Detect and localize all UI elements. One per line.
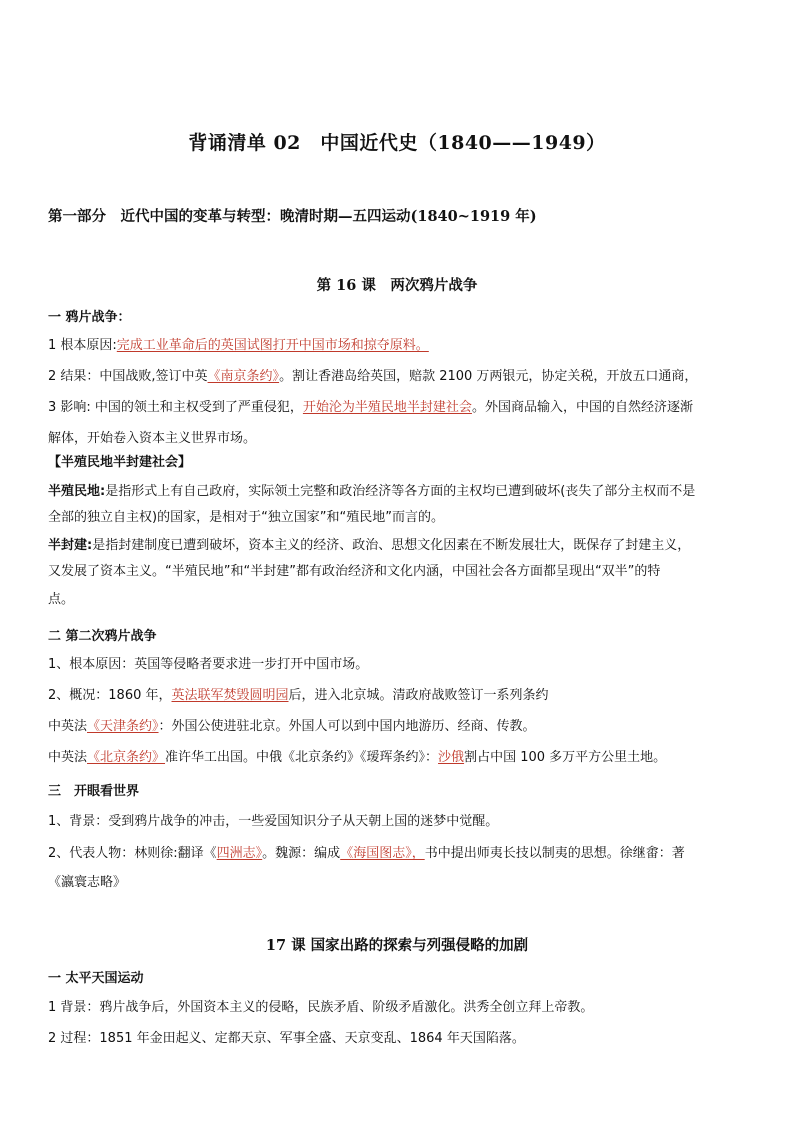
semi-feudal-line-1 [48, 537, 754, 554]
taiping-process: 2 过程：1851 年金田起义、定都天京、军事全盛、天京变乱、1864 年天国陷落。 [48, 1031, 525, 1046]
overview-text: 2、概况：1860 年， [48, 688, 172, 703]
impact-line-2: 解体，开始卷入资本主义世界市场。 [48, 431, 257, 446]
tsarist-russia-highlight: 沙俄 [438, 750, 465, 765]
impact-text-post: 。外国商品输入，中国的自然经济逐渐 [471, 400, 693, 415]
beijing-treaty-highlight: 《北京条约》 [87, 750, 166, 765]
section-opium-war: 一 鸦片战争： [48, 310, 131, 325]
semi-colonial-highlight: 开始沦为半殖民地半封建社会 [302, 400, 472, 415]
tianjin-treaty-line [48, 718, 754, 735]
semi-feudal-line-2: 又发展了资本主义。“半殖民地”和“半封建”都有政治经济和文化内涵，中国社会各方面都呈现出“双半”的特 [48, 564, 661, 579]
representatives-post: 书中提出师夷长技以制夷的思想。徐继畬：著 [424, 846, 685, 861]
concept-box-title: 【半殖民地半封建社会】 [48, 455, 192, 470]
semi-colonial-label: 半殖民地: [48, 484, 106, 499]
representatives-mid: 。魏源：编成 [262, 846, 341, 861]
representatives-line-2: 《瀛寰志略》 [48, 875, 127, 890]
tianjin-text: 中英法 [48, 719, 88, 734]
haiguotuzhi-highlight: 《海国图志》， [340, 846, 425, 861]
result-text: 2 结果：中国战败,签订中英 [48, 369, 208, 384]
second-war-overview [48, 687, 754, 704]
part-heading: 第一部分 近代中国的变革与转型：晚清时期—五四运动(1840~1919 年) [48, 208, 537, 225]
overview-text-post: 后，进入北京城。清政府战败签订一系列条约 [288, 688, 549, 703]
representatives-line [48, 845, 754, 862]
representatives-text: 2、代表人物：林则徐:翻译《 [48, 846, 217, 861]
lesson-16-title: 第 16 课 两次鸦片战争 [316, 277, 478, 294]
impact-line [48, 399, 754, 416]
root-cause-label: 1 根本原因: [48, 338, 117, 353]
beijing-text-post: 割占中国 100 多万平方公里土地。 [464, 750, 667, 765]
beijing-text: 中英法 [48, 750, 88, 765]
section-second-opium-war: 二 第二次鸦片战争 [48, 629, 157, 644]
sizhouzhi-highlight: 四洲志》 [216, 846, 263, 861]
lesson-17-title: 17 课 国家出路的探索与列强侵略的加剧 [265, 937, 529, 954]
semi-feudal-text: 是指封建制度已遭到破坏，资本主义的经济、政治、思想文化因素在不断发展壮大，既保存了封建主义， [92, 538, 691, 553]
result-line [48, 368, 754, 385]
impact-text: 3 影响: 中国的领土和主权受到了严重侵犯， [48, 400, 303, 415]
tianjin-text-post: ：外国公使进驻北京。外国人可以到中国内地游历、经商、传教。 [158, 719, 536, 734]
section-open-eyes: 三 开眼看世界 [48, 784, 140, 799]
nanjing-treaty-highlight: 《南京条约》 [207, 369, 280, 384]
yuanmingyuan-highlight: 英法联军焚毁圆明园 [171, 688, 289, 703]
semi-colonial-line-1 [48, 483, 754, 500]
open-eyes-background: 1、背景：受到鸦片战争的冲击，一些爱国知识分子从天朝上国的迷梦中觉醒。 [48, 814, 499, 829]
document-title: 背诵清单 02 中国近代史（1840——1949） [188, 132, 606, 154]
section-taiping: 一 太平天国运动 [48, 971, 144, 986]
second-war-cause: 1、根本原因：英国等侵略者要求进一步打开中国市场。 [48, 657, 369, 672]
root-cause-highlight: 完成工业革命后的英国试图打开中国市场和掠夺原料。 [116, 338, 429, 353]
semi-colonial-text: 是指形式上有自己政府，实际领土完整和政治经济等各方面的主权均已遭到破坏(丧失了部分主权而不是 [105, 484, 696, 499]
semi-feudal-label: 半封建: [48, 538, 93, 553]
semi-colonial-line-2: 全部的独立自主权)的国家，是相对于“独立国家”和“殖民地”而言的。 [48, 510, 445, 525]
beijing-text-mid: 准许华工出国。中俄《北京条约》《瑷珲条约》： [165, 750, 439, 765]
result-text-post: 。割让香港岛给英国，赔款 2100 万两银元，协定关税，开放五口通商， [279, 369, 698, 384]
beijing-treaty-line [48, 749, 754, 766]
root-cause-line [48, 337, 754, 354]
semi-feudal-line-3: 点。 [48, 592, 75, 607]
taiping-background: 1 背景：鸦片战争后，外国资本主义的侵略，民族矛盾、阶级矛盾激化。洪秀全创立拜上帝教。 [48, 1000, 594, 1015]
tianjin-treaty-highlight: 《天津条约》 [87, 719, 159, 734]
